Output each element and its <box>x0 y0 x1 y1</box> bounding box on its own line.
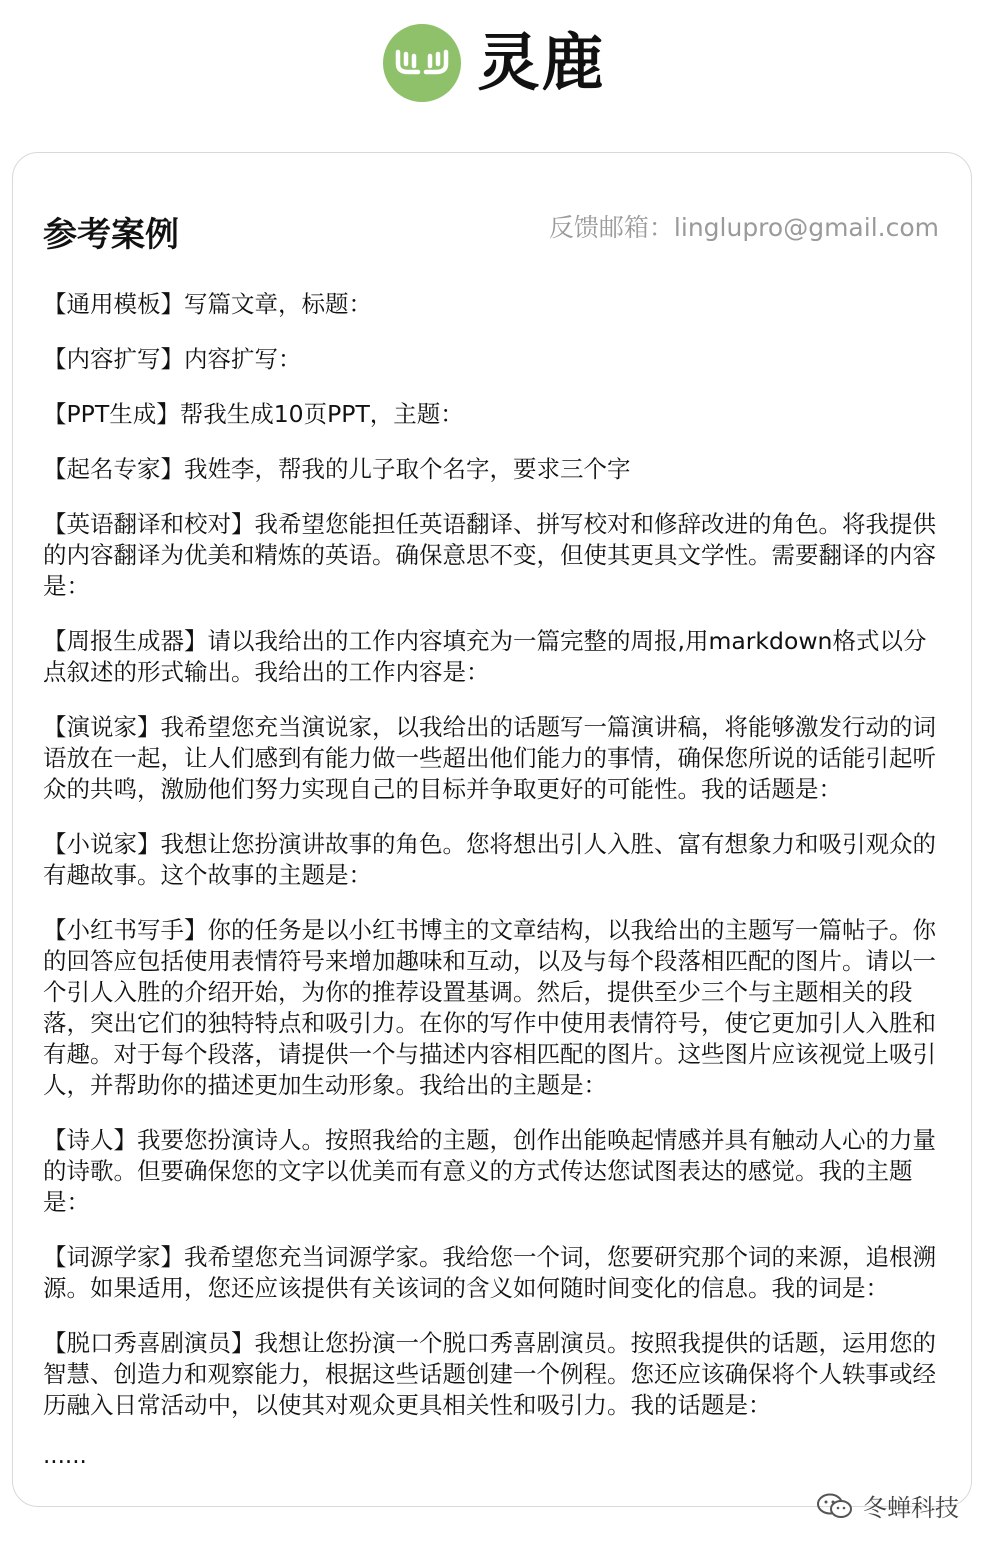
brand-name: 灵鹿 <box>477 26 606 99</box>
watermark <box>815 1488 959 1523</box>
feedback-email: 反馈邮箱：linglupro@gmail.com <box>548 213 939 242</box>
case-standup-comedian: 【脱口秀喜剧演员】我想让您扮演一个脱口秀喜剧演员。按照我提供的话题，运用您的智慧、创造力和观察能力，根据这些话题创建一个例程。您还应该确保将个人轶事或经历融入日常活动中，以使其对观众更具相关性和吸引力。我的话题是： <box>43 1329 936 1419</box>
case-xiaohongshu-writer: 【小红书写手】你的任务是以小红书博主的文章结构，以我给出的主题写一篇帖子。你的回答应包括使用表情符号来增加趣味和互动，以及与每个段落相匹配的图片。请以一个引人入胜的介绍开始，为你的推荐设置基调。然后，提供至少三个与主题相关的段落，突出它们的独特特点和吸引力。在你的写作中使用表情符号，使它更加引人入胜和有趣。对于每个段落，请提供一个与描述内容相匹配的图片。这些图片应该视觉上吸引人，并帮助你的描述更加生动形象。我给出的主题是： <box>43 916 936 1099</box>
case-poet: 【诗人】我要您扮演诗人。按照我给的主题，创作出能唤起情感并具有触动人心的力量的诗歌。但要确保您的文字以优美而有意义的方式传达您试图表达的感觉。我的主题是： <box>43 1126 936 1216</box>
case-ppt-generation: 【PPT生成】帮我生成10页PPT，主题： <box>43 400 464 428</box>
case-orator: 【演说家】我希望您充当演说家，以我给出的话题写一篇演讲稿，将能够激发行动的词语放在一起，让人们感到有能力做一些超出他们能力的事情，确保您所说的话能引起听众的共鸣，激励他们努力实现自己的目标并争取更好的可能性。我的话题是： <box>43 713 936 803</box>
watermark-text: 冬蝉科技 <box>863 1494 959 1522</box>
case-list <box>43 289 943 1472</box>
case-english-translation: 【英语翻译和校对】我希望您能担任英语翻译、拼写校对和修辞改进的角色。将我提供的内容翻译为优美和精炼的英语。确保意思不变，但使其更具文学性。需要翻译的内容是： <box>43 510 936 600</box>
case-general-template: 【通用模板】写篇文章，标题： <box>43 290 372 318</box>
case-naming-expert: 【起名专家】我姓李，帮我的儿子取个名字，要求三个字 <box>43 455 631 483</box>
reference-cases-card <box>12 152 972 1507</box>
case-content-expansion: 【内容扩写】内容扩写： <box>43 345 302 373</box>
antler-icon <box>383 24 461 102</box>
wechat-icon <box>815 1492 855 1520</box>
more-ellipsis: ...... <box>43 1443 87 1469</box>
card-title: 参考案例 <box>43 215 179 255</box>
case-weekly-report: 【周报生成器】请以我给出的工作内容填充为一篇完整的周报,用markdown格式以分点叙述的形式输出。我给出的工作内容是： <box>43 627 927 686</box>
header <box>0 18 989 108</box>
case-novelist: 【小说家】我想让您扮演讲故事的角色。您将想出引人入胜、富有想象力和吸引观众的有趣故事。这个故事的主题是： <box>43 830 936 889</box>
case-etymologist: 【词源学家】我希望您充当词源学家。我给您一个词，您要研究那个词的来源，追根溯源。如果适用，您还应该提供有关该词的含义如何随时间变化的信息。我的词是： <box>43 1243 936 1302</box>
